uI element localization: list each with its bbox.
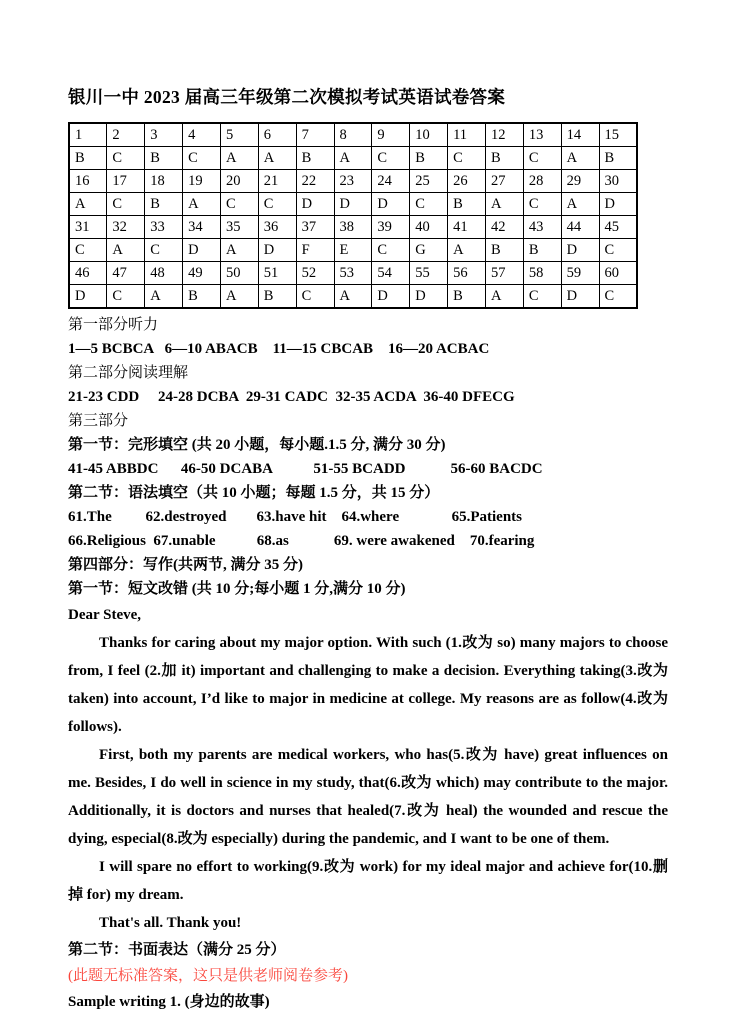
question-number-cell: 59 <box>561 262 599 285</box>
document-title: 银川一中 2023 届高三年级第二次模拟考试英语试卷答案 <box>68 87 506 107</box>
answer-cell: A <box>448 239 486 262</box>
answer-cell: G <box>410 239 448 262</box>
answer-cell: C <box>410 193 448 216</box>
answer-cell: A <box>220 147 258 170</box>
answer-cell: C <box>69 239 107 262</box>
answer-cell: B <box>69 147 107 170</box>
question-number-cell: 34 <box>183 216 221 239</box>
letter-paragraph-1: Thanks for caring about my major option. With such (1.改为 so) many majors to choose from, I feel (2.加 it) important and challenging to make a decision. Everything taking(3.改为 taken) into account, I’d like to major in medicine at college. My reasons are as follow(4.改为 follows). <box>68 635 668 735</box>
question-number-cell: 48 <box>145 262 183 285</box>
question-number-cell: 17 <box>107 170 145 193</box>
question-number-cell: 12 <box>485 123 523 147</box>
question-number-cell: 21 <box>258 170 296 193</box>
answer-cell: A <box>561 193 599 216</box>
answer-row <box>69 239 637 262</box>
answer-cell: C <box>296 285 334 309</box>
question-number-cell: 51 <box>258 262 296 285</box>
answer-cell: D <box>183 239 221 262</box>
answer-cell: C <box>107 285 145 309</box>
question-number-cell: 1 <box>69 123 107 147</box>
answer-cell: D <box>410 285 448 309</box>
question-number-cell: 58 <box>523 262 561 285</box>
question-number-row <box>69 170 637 193</box>
answer-cell: D <box>334 193 372 216</box>
footer-lines <box>68 937 668 1015</box>
question-number-cell: 31 <box>69 216 107 239</box>
question-number-cell: 25 <box>410 170 448 193</box>
answer-row <box>69 193 637 216</box>
question-number-cell: 5 <box>220 123 258 147</box>
cloze-answers: 41-45 ABBDC 46-50 DCABA 51-55 BCADD 56-60 BACDC <box>68 461 543 477</box>
answer-cell: C <box>523 193 561 216</box>
answer-cell: C <box>183 147 221 170</box>
answer-cell: D <box>561 285 599 309</box>
question-number-cell: 20 <box>220 170 258 193</box>
question-number-cell: 38 <box>334 216 372 239</box>
answer-cell: C <box>523 285 561 309</box>
answer-table <box>68 122 638 309</box>
question-number-cell: 11 <box>448 123 486 147</box>
question-number-cell: 39 <box>372 216 410 239</box>
grammar-heading: 第二节：语法填空（共 10 小题；每题 1.5 分，共 15 分） <box>68 485 440 501</box>
answer-cell: C <box>220 193 258 216</box>
letter-paragraph-2: First, both my parents are medical workers, who has(5.改为 have) great influences on me. Besides, I do well in science in my study, that(6.改为 which) may contribute to the major. Additionally, it is doctors and nurses that healed(7.改为 heal) the wounded and rescue the dying, especial(8.改为 especially) during the pandemic, and I want to be one of them. <box>68 747 668 847</box>
grammar-answers-66-70: 66.Religious 67.unable 68.as 69. were awakened 70.fearing <box>68 533 535 549</box>
answer-cell: A <box>485 193 523 216</box>
part2-heading: 第二部分阅读理解 <box>68 365 189 381</box>
answer-cell: F <box>296 239 334 262</box>
answer-cell: A <box>145 285 183 309</box>
answer-cell: C <box>599 239 637 262</box>
answer-cell: B <box>485 147 523 170</box>
question-number-cell: 29 <box>561 170 599 193</box>
answer-cell: E <box>334 239 372 262</box>
sample-writing-heading: Sample writing 1. (身边的故事) <box>68 994 270 1010</box>
answer-cell: D <box>258 239 296 262</box>
answer-cell: C <box>145 239 183 262</box>
question-number-cell: 56 <box>448 262 486 285</box>
question-number-cell: 32 <box>107 216 145 239</box>
question-number-cell: 30 <box>599 170 637 193</box>
answer-cell: B <box>145 147 183 170</box>
question-number-cell: 52 <box>296 262 334 285</box>
question-number-cell: 41 <box>448 216 486 239</box>
cloze-heading: 第一节：完形填空 (共 20 小题，每小题.1.5 分, 满分 30 分) <box>68 437 446 453</box>
question-number-cell: 44 <box>561 216 599 239</box>
answer-cell: B <box>258 285 296 309</box>
question-number-cell: 43 <box>523 216 561 239</box>
answer-cell: B <box>448 193 486 216</box>
question-number-cell: 19 <box>183 170 221 193</box>
question-number-cell: 33 <box>145 216 183 239</box>
writing-heading: 第二节：书面表达（满分 25 分） <box>68 942 286 958</box>
grading-note: (此题无标准答案，这只是供老师阅卷参考) <box>68 968 348 984</box>
answer-cell: A <box>258 147 296 170</box>
question-number-cell: 6 <box>258 123 296 147</box>
correction-letter <box>68 601 668 937</box>
part4-heading: 第四部分：写作(共两节, 满分 35 分) <box>68 557 303 573</box>
correction-heading: 第一节：短文改错 (共 10 分;每小题 1 分,满分 10 分) <box>68 581 406 597</box>
answer-cell: D <box>69 285 107 309</box>
question-number-cell: 18 <box>145 170 183 193</box>
question-number-cell: 42 <box>485 216 523 239</box>
question-number-cell: 60 <box>599 262 637 285</box>
question-number-cell: 3 <box>145 123 183 147</box>
question-number-cell: 15 <box>599 123 637 147</box>
question-number-cell: 36 <box>258 216 296 239</box>
answer-cell: A <box>220 285 258 309</box>
letter-closing: That's all. Thank you! <box>99 915 242 931</box>
answer-cell: A <box>485 285 523 309</box>
part1-heading: 第一部分听力 <box>68 317 159 333</box>
answer-cell: A <box>220 239 258 262</box>
question-number-cell: 47 <box>107 262 145 285</box>
question-number-cell: 54 <box>372 262 410 285</box>
question-number-cell: 9 <box>372 123 410 147</box>
letter-salutation: Dear Steve, <box>68 607 142 623</box>
answer-cell: D <box>296 193 334 216</box>
answer-cell: D <box>561 239 599 262</box>
answer-cell: A <box>561 147 599 170</box>
question-number-cell: 28 <box>523 170 561 193</box>
question-number-row <box>69 123 637 147</box>
answer-row <box>69 147 637 170</box>
answer-cell: B <box>599 147 637 170</box>
question-number-cell: 10 <box>410 123 448 147</box>
answer-cell: D <box>372 193 410 216</box>
part3-heading: 第三部分 <box>68 413 129 429</box>
question-number-cell: 50 <box>220 262 258 285</box>
answer-cell: C <box>107 193 145 216</box>
reading-answers: 21-23 CDD 24-28 DCBA 29-31 CADC 32-35 ACDA 36-40 DFECG <box>68 389 515 405</box>
question-number-cell: 7 <box>296 123 334 147</box>
answer-cell: C <box>523 147 561 170</box>
answer-cell: A <box>107 239 145 262</box>
question-number-cell: 24 <box>372 170 410 193</box>
answer-cell: A <box>183 193 221 216</box>
question-number-cell: 57 <box>485 262 523 285</box>
question-number-cell: 13 <box>523 123 561 147</box>
grammar-answers-61-65: 61.The 62.destroyed 63.have hit 64.where 65.Patients <box>68 509 523 525</box>
answer-cell: B <box>523 239 561 262</box>
answer-cell: B <box>145 193 183 216</box>
question-number-cell: 23 <box>334 170 372 193</box>
answer-cell: D <box>372 285 410 309</box>
answer-cell: C <box>372 147 410 170</box>
answer-table-body <box>69 123 637 308</box>
answer-cell: B <box>183 285 221 309</box>
question-number-cell: 26 <box>448 170 486 193</box>
question-number-cell: 49 <box>183 262 221 285</box>
question-number-cell: 40 <box>410 216 448 239</box>
question-number-cell: 27 <box>485 170 523 193</box>
answer-key-lines <box>68 313 668 601</box>
question-number-cell: 2 <box>107 123 145 147</box>
answer-cell: B <box>410 147 448 170</box>
question-number-cell: 55 <box>410 262 448 285</box>
answer-cell: A <box>334 147 372 170</box>
answer-cell: B <box>448 285 486 309</box>
answer-cell: A <box>69 193 107 216</box>
answer-cell: D <box>599 193 637 216</box>
answer-cell: C <box>107 147 145 170</box>
question-number-cell: 14 <box>561 123 599 147</box>
question-number-cell: 46 <box>69 262 107 285</box>
answer-cell: B <box>296 147 334 170</box>
answer-cell: B <box>485 239 523 262</box>
question-number-cell: 22 <box>296 170 334 193</box>
question-number-cell: 35 <box>220 216 258 239</box>
question-number-cell: 53 <box>334 262 372 285</box>
letter-paragraph-3: I will spare no effort to working(9.改为 work) for my ideal major and achieve for(10.删掉 for) my dream. <box>68 859 668 903</box>
answer-cell: C <box>258 193 296 216</box>
question-number-row <box>69 216 637 239</box>
question-number-cell: 8 <box>334 123 372 147</box>
answer-row <box>69 285 637 309</box>
answer-cell: C <box>599 285 637 309</box>
question-number-cell: 16 <box>69 170 107 193</box>
letter-paragraphs <box>68 629 668 909</box>
answer-cell: A <box>334 285 372 309</box>
answer-cell: C <box>372 239 410 262</box>
question-number-row <box>69 262 637 285</box>
question-number-cell: 4 <box>183 123 221 147</box>
listening-answers: 1—5 BCBCA 6—10 ABACB 11—15 CBCAB 16—20 ACBAC <box>68 341 490 357</box>
question-number-cell: 45 <box>599 216 637 239</box>
answer-cell: C <box>448 147 486 170</box>
question-number-cell: 37 <box>296 216 334 239</box>
